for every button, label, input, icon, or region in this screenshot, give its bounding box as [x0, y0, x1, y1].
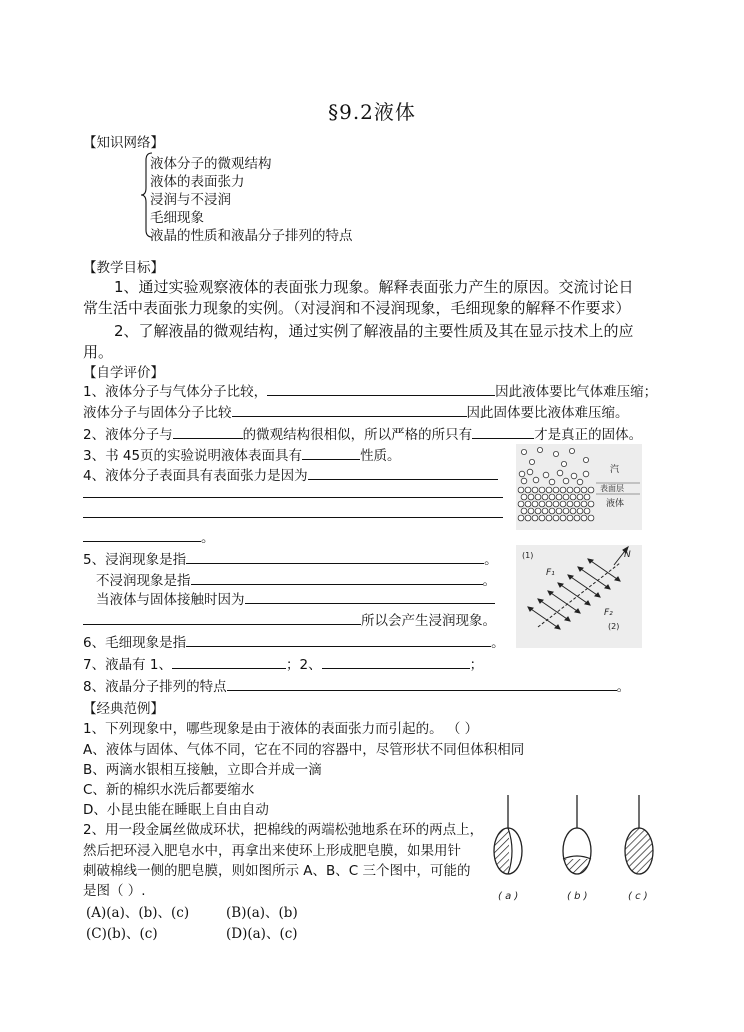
- question-text: 的微观结构很相似，所以严格的所只有: [242, 427, 473, 443]
- question-7: [83, 653, 483, 673]
- answer-line[interactable]: [83, 517, 503, 518]
- question-text: 。: [491, 635, 505, 651]
- question-text: 3、书 45页的实验说明液体表面具有: [83, 448, 303, 464]
- answer-blank[interactable]: [322, 654, 470, 669]
- example-1: 1、下列现象中，哪些现象是由于液体的表面张力而引起的。 （ ）: [83, 721, 479, 737]
- option-c: C、新的棉织水洗后都要缩水: [83, 782, 255, 798]
- label-1: (1): [522, 551, 534, 560]
- liquid-label: 液体: [606, 499, 625, 509]
- answer-blank[interactable]: [472, 424, 534, 439]
- figure-c-label: ( c ): [628, 891, 648, 902]
- question-text: 液体分子与固体分子比较: [83, 405, 232, 421]
- example-2-text: 2、用一段金属丝做成环状，把棉线的两端松弛地系在环的两点上，: [83, 822, 484, 838]
- question-text: 2、液体分子与: [83, 427, 173, 443]
- example-2-text: 然后把环浸入肥皂水中，再拿出来使环上形成肥皂膜，如果用针: [83, 843, 461, 859]
- question-text: 6、毛细现象是指: [83, 635, 187, 651]
- answer-blank[interactable]: [186, 549, 484, 564]
- label-f1: F₁: [546, 568, 555, 578]
- question-text: 4、液体分子表面具有表面张力是因为: [83, 468, 308, 484]
- question-1b: [83, 401, 629, 421]
- section-knowledge: 【知识网络】: [83, 135, 164, 151]
- page-title: §9.2液体: [328, 100, 416, 124]
- label-2: (2): [608, 622, 620, 631]
- answer-blank[interactable]: [245, 589, 495, 604]
- question-text: 性质。: [360, 448, 401, 464]
- label-f2: F₂: [604, 608, 613, 618]
- answer-blank[interactable]: [267, 381, 495, 396]
- question-6: [83, 631, 505, 651]
- question-text: 7、液晶有 1、: [83, 657, 172, 673]
- goal-text: 2、了解液晶的微观结构，通过实例了解液晶的主要性质及其在显示技术上的应: [114, 322, 634, 340]
- question-text: 。: [482, 573, 496, 589]
- example-2-text: 是图（ ）.: [83, 883, 146, 899]
- option-b: B、两滴水银相互接触，立即合并成一滴: [83, 762, 322, 778]
- question-text: 5、浸润现象是指: [83, 552, 187, 568]
- answer-blank[interactable]: [83, 527, 201, 542]
- example-2-text: 刺破棉线一侧的肥皂膜，则如图所示 A、B、C 三个图中，可能的: [83, 863, 471, 879]
- question-text: 当液体与固体接触时因为: [96, 592, 245, 608]
- question-5b: [96, 569, 496, 589]
- goal-text: 常生活中表面张力现象的实例。（对浸润和不浸润现象，毛细现象的解释不作要求）: [83, 299, 631, 317]
- question-3: [83, 444, 401, 464]
- question-text: 。: [616, 679, 631, 695]
- answer-blank[interactable]: [83, 610, 361, 625]
- figure-a-label: ( a ): [498, 891, 519, 902]
- label-n: N: [624, 550, 631, 560]
- surface-label: 表面层: [600, 484, 624, 493]
- question-text: ；: [469, 657, 484, 673]
- question-text: 所以会产生浸润现象。: [361, 613, 496, 629]
- knowledge-item: 浸润与不浸润: [150, 192, 231, 208]
- question-text: 。: [484, 552, 498, 568]
- answer-blank[interactable]: [227, 676, 617, 691]
- question-text: 8、液晶分子排列的特点: [83, 679, 227, 695]
- answer-blank[interactable]: [232, 402, 467, 417]
- answer-blank[interactable]: [308, 465, 498, 480]
- answer-option-b[interactable]: (B)(a)、(b): [226, 905, 298, 921]
- knowledge-item: 液体的表面张力: [150, 174, 245, 190]
- answer-blank[interactable]: [172, 654, 286, 669]
- option-d: D、小昆虫能在睡眠上自由自动: [83, 802, 269, 818]
- answer-line[interactable]: [83, 497, 503, 498]
- question-text: 不浸润现象是指: [96, 573, 191, 589]
- question-4-end: [83, 526, 215, 546]
- question-5a: [83, 548, 498, 568]
- surface-tension-figure: [516, 545, 642, 648]
- surface-layer-figure: [516, 444, 642, 530]
- figure-b-label: ( b ): [567, 891, 588, 902]
- section-examples: 【经典范例】: [83, 701, 164, 717]
- answer-blank[interactable]: [302, 445, 360, 460]
- answer-blank[interactable]: [186, 632, 491, 647]
- question-5d: [83, 609, 496, 629]
- answer-option-a[interactable]: (A)(a)、(b)、(c): [86, 905, 190, 921]
- knowledge-item: 毛细现象: [150, 210, 204, 226]
- answer-option-c[interactable]: (C)(b)、(c): [86, 926, 158, 942]
- question-4: [83, 464, 498, 484]
- question-text: 。: [201, 530, 215, 546]
- question-5c: [96, 588, 495, 608]
- question-text: 因此固体要比液体难压缩。: [466, 405, 629, 421]
- section-selfeval: 【自学评价】: [83, 365, 164, 381]
- question-text: 因此液体要比气体难压缩；: [495, 384, 658, 400]
- question-1a: [83, 380, 657, 400]
- question-text: 1、液体分子与气体分子比较，: [83, 384, 268, 400]
- section-goals: 【教学目标】: [83, 260, 164, 276]
- answer-blank[interactable]: [173, 424, 243, 439]
- option-a: A、液体与固体、气体不同，它在不同的容器中，尽管形状不同但体积相同: [83, 742, 525, 758]
- goal-text: 1、通过实验观察液体的表面张力现象。解释表面张力产生的原因。交流讨论日: [114, 278, 634, 296]
- question-8: [83, 675, 630, 695]
- vapor-label: 汽: [610, 465, 620, 475]
- soap-film-figure: [490, 793, 660, 908]
- knowledge-item: 液体分子的微观结构: [150, 156, 272, 172]
- answer-option-d[interactable]: (D)(a)、(c): [226, 926, 298, 942]
- answer-blank[interactable]: [191, 570, 483, 585]
- question-2: [83, 423, 642, 443]
- knowledge-item: 液晶的性质和液晶分子排列的特点: [150, 228, 353, 244]
- goal-text: 用。: [83, 343, 114, 361]
- question-text: 才是真正的固体。: [534, 427, 643, 443]
- question-text: ；2、: [285, 657, 322, 673]
